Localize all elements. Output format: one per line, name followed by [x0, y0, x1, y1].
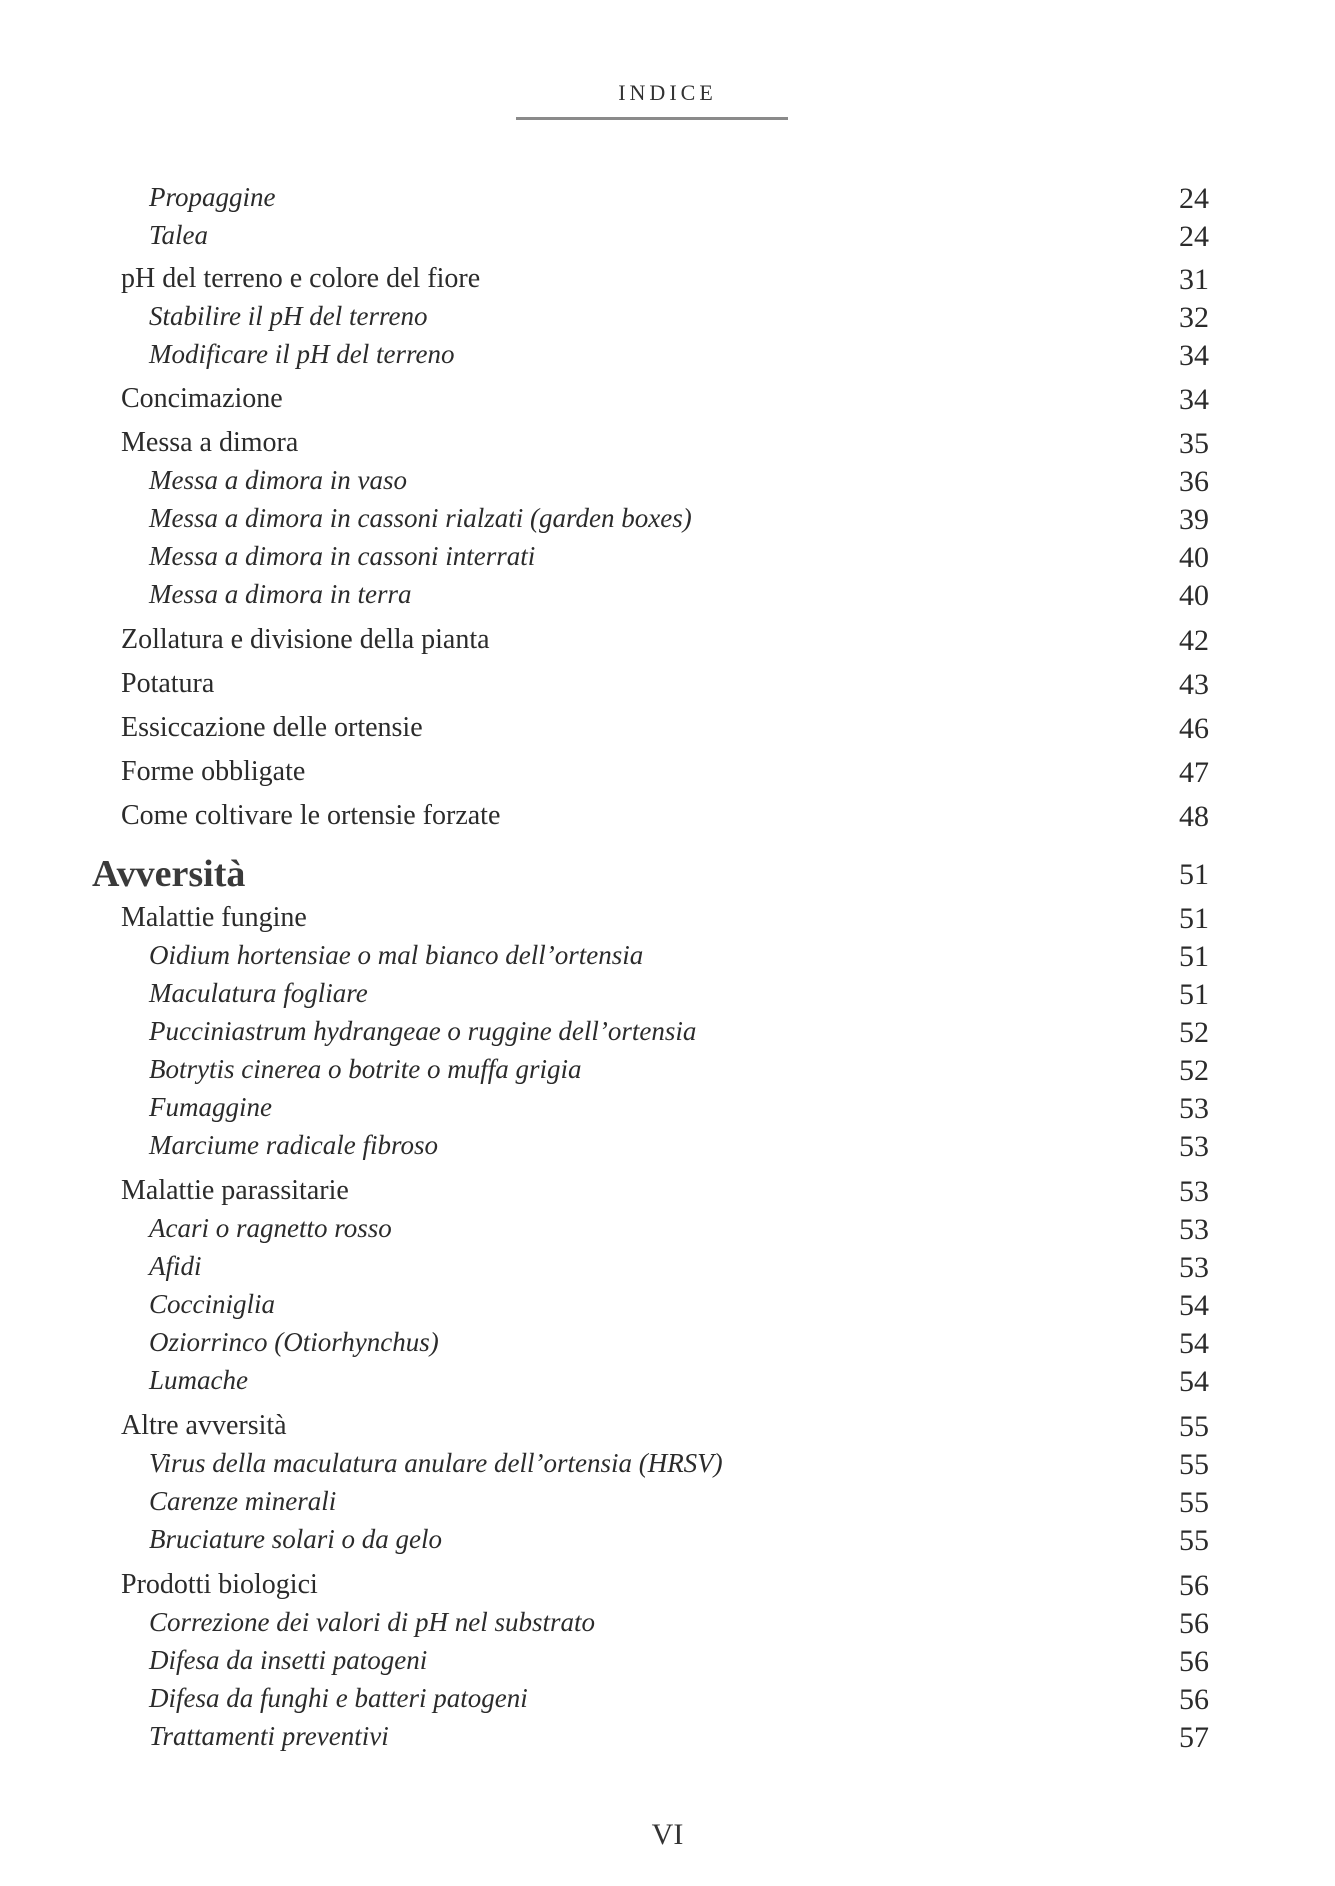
toc-subsection-entry: [0, 1130, 1335, 1170]
toc-page-number: 56: [1179, 1607, 1209, 1640]
toc-page-number: 51: [1179, 940, 1209, 973]
toc-page-number: 55: [1179, 1524, 1209, 1557]
toc-subsection-entry: [0, 1054, 1335, 1094]
toc-entry-title: Bruciature solari o da gelo: [149, 1524, 442, 1554]
toc-entry-title: Cocciniglia: [149, 1289, 275, 1319]
toc-entry-title: Messa a dimora in terra: [149, 579, 412, 609]
toc-subsection-entry: [0, 1365, 1335, 1405]
toc-page-number: 40: [1179, 579, 1209, 612]
toc-entry-title: Botrytis cinerea o botrite o muffa grigia: [149, 1054, 582, 1084]
toc-subsection-entry: [0, 339, 1335, 379]
toc-entry-title: Carenze minerali: [149, 1486, 337, 1516]
toc-page-number: 53: [1179, 1213, 1209, 1246]
toc-entry-title: Stabilire il pH del terreno: [149, 301, 428, 331]
toc-entry-title: Virus della maculatura anulare dell’ortensia (HRSV): [149, 1448, 723, 1478]
toc-subsection-entry: [0, 978, 1335, 1018]
toc-entry-title: Maculatura fogliare: [149, 978, 368, 1008]
toc-subsection-entry: [0, 1213, 1335, 1253]
toc-page-number: 53: [1179, 1092, 1209, 1125]
toc-page-number: 40: [1179, 541, 1209, 574]
toc-entry-title: Afidi: [149, 1251, 202, 1281]
toc-page-number: 24: [1179, 182, 1209, 215]
toc-entry-title: Propaggine: [149, 182, 276, 212]
toc-page-number: 54: [1179, 1365, 1209, 1398]
toc-entry-title: Messa a dimora in cassoni interrati: [149, 541, 536, 571]
toc-page-number: 32: [1179, 301, 1209, 334]
toc-page-number: 34: [1179, 339, 1209, 372]
toc-entry-title: Correzione dei valori di pH nel substrato: [149, 1607, 595, 1637]
toc-entry-title: Forme obbligate: [121, 756, 306, 787]
toc-subsection-entry: [0, 503, 1335, 543]
toc-entry-title: Concimazione: [121, 383, 283, 414]
toc-entry-title: Oidium hortensiae o mal bianco dell’ortensia: [149, 940, 644, 970]
toc-page-number: 42: [1179, 624, 1209, 657]
toc-section-entry: [0, 427, 1335, 467]
toc-page-number: 46: [1179, 712, 1209, 745]
toc-entry-title: Messa a dimora in cassoni rialzati (garden boxes): [149, 503, 692, 533]
toc-entry-title: Marciume radicale fibroso: [149, 1130, 438, 1160]
toc-section-entry: [0, 800, 1335, 840]
toc-section-entry: [0, 1410, 1335, 1450]
toc-section-entry: [0, 756, 1335, 796]
toc-section-entry: [0, 263, 1335, 303]
toc-page-number: 57: [1179, 1721, 1209, 1754]
toc-subsection-entry: [0, 541, 1335, 581]
toc-entry-title: Prodotti biologici: [121, 1569, 318, 1600]
toc-subsection-entry: [0, 220, 1335, 260]
toc-page-number: 51: [1179, 858, 1209, 891]
toc-section-entry: [0, 902, 1335, 942]
toc-entry-title: Malattie fungine: [121, 902, 307, 933]
toc-page-number: 56: [1179, 1645, 1209, 1678]
toc-page-number: 56: [1179, 1683, 1209, 1716]
toc-subsection-entry: [0, 1092, 1335, 1132]
toc-page-number: 51: [1179, 978, 1209, 1011]
toc-entry-title: pH del terreno e colore del fiore: [121, 263, 481, 294]
toc-entry-title: Oziorrinco (Otiorhynchus): [149, 1327, 439, 1357]
toc-subsection-entry: [0, 1327, 1335, 1367]
toc-subsection-entry: [0, 1448, 1335, 1488]
toc-section-entry: [0, 1569, 1335, 1609]
toc-entry-title: Altre avversità: [121, 1410, 287, 1441]
toc-entry-title: Talea: [149, 220, 209, 250]
toc-page-number: 52: [1179, 1016, 1209, 1049]
toc-entry-title: Messa a dimora: [121, 427, 299, 458]
toc-subsection-entry: [0, 301, 1335, 341]
toc-entry-title: Zollatura e divisione della pianta: [121, 624, 490, 655]
toc-page-number: 39: [1179, 503, 1209, 536]
toc-subsection-entry: [0, 940, 1335, 980]
toc-page-number: 47: [1179, 756, 1209, 789]
toc-page-number: 52: [1179, 1054, 1209, 1087]
toc-subsection-entry: [0, 1486, 1335, 1526]
toc-page-number: 56: [1179, 1569, 1209, 1602]
toc-subsection-entry: [0, 465, 1335, 505]
toc-entry-title: Messa a dimora in vaso: [149, 465, 407, 495]
toc-subsection-entry: [0, 1524, 1335, 1564]
toc-page-number: 53: [1179, 1251, 1209, 1284]
toc-entry-title: Modificare il pH del terreno: [149, 339, 455, 369]
running-head: INDICE: [618, 80, 717, 105]
toc-page-number: 51: [1179, 902, 1209, 935]
toc-page-number: 55: [1179, 1448, 1209, 1481]
toc-subsection-entry: [0, 1645, 1335, 1685]
toc-page-number: 35: [1179, 427, 1209, 460]
toc-page-number: 43: [1179, 668, 1209, 701]
toc-entry-title: Potatura: [121, 668, 215, 699]
toc-page-number: 53: [1179, 1130, 1209, 1163]
toc-subsection-entry: [0, 1251, 1335, 1291]
toc-entry-title: Difesa da insetti patogeni: [149, 1645, 428, 1675]
toc-entry-title: Fumaggine: [149, 1092, 272, 1122]
toc-page-number: 36: [1179, 465, 1209, 498]
toc-page-number: 54: [1179, 1327, 1209, 1360]
toc-entry-title: Come coltivare le ortensie forzate: [121, 800, 501, 831]
page-folio: VI: [651, 1818, 684, 1851]
toc-subsection-entry: [0, 1607, 1335, 1647]
toc-subsection-entry: [0, 1016, 1335, 1056]
toc-subsection-entry: [0, 1721, 1335, 1761]
toc-section-entry: [0, 668, 1335, 708]
toc-page-number: 48: [1179, 800, 1209, 833]
toc-page-number: 34: [1179, 383, 1209, 416]
toc-page-number: 54: [1179, 1289, 1209, 1322]
toc-entry-title: Essiccazione delle ortensie: [121, 712, 423, 743]
toc-page-number: 31: [1179, 263, 1209, 296]
toc-entry-title: Avversità: [92, 853, 246, 895]
toc-section-entry: [0, 624, 1335, 664]
toc-page-number: 55: [1179, 1410, 1209, 1443]
toc-entry-title: Difesa da funghi e batteri patogeni: [149, 1683, 528, 1713]
toc-page-number: 55: [1179, 1486, 1209, 1519]
toc-entry-title: Pucciniastrum hydrangeae o ruggine dell’ortensia: [149, 1016, 697, 1046]
toc-entry-title: Lumache: [149, 1365, 248, 1395]
toc-section-entry: [0, 1175, 1335, 1215]
toc-subsection-entry: [0, 579, 1335, 619]
toc-section-entry: [0, 712, 1335, 752]
toc-entry-title: Malattie parassitarie: [121, 1175, 349, 1206]
toc-section-entry: [0, 383, 1335, 423]
toc-subsection-entry: [0, 1289, 1335, 1329]
toc-entry-title: Acari o ragnetto rosso: [149, 1213, 392, 1243]
toc-subsection-entry: [0, 182, 1335, 222]
toc-page-number: 53: [1179, 1175, 1209, 1208]
toc-entry-title: Trattamenti preventivi: [149, 1721, 389, 1751]
toc-page-number: 24: [1179, 220, 1209, 253]
toc-subsection-entry: [0, 1683, 1335, 1723]
toc-chapter-entry: [0, 852, 1335, 895]
